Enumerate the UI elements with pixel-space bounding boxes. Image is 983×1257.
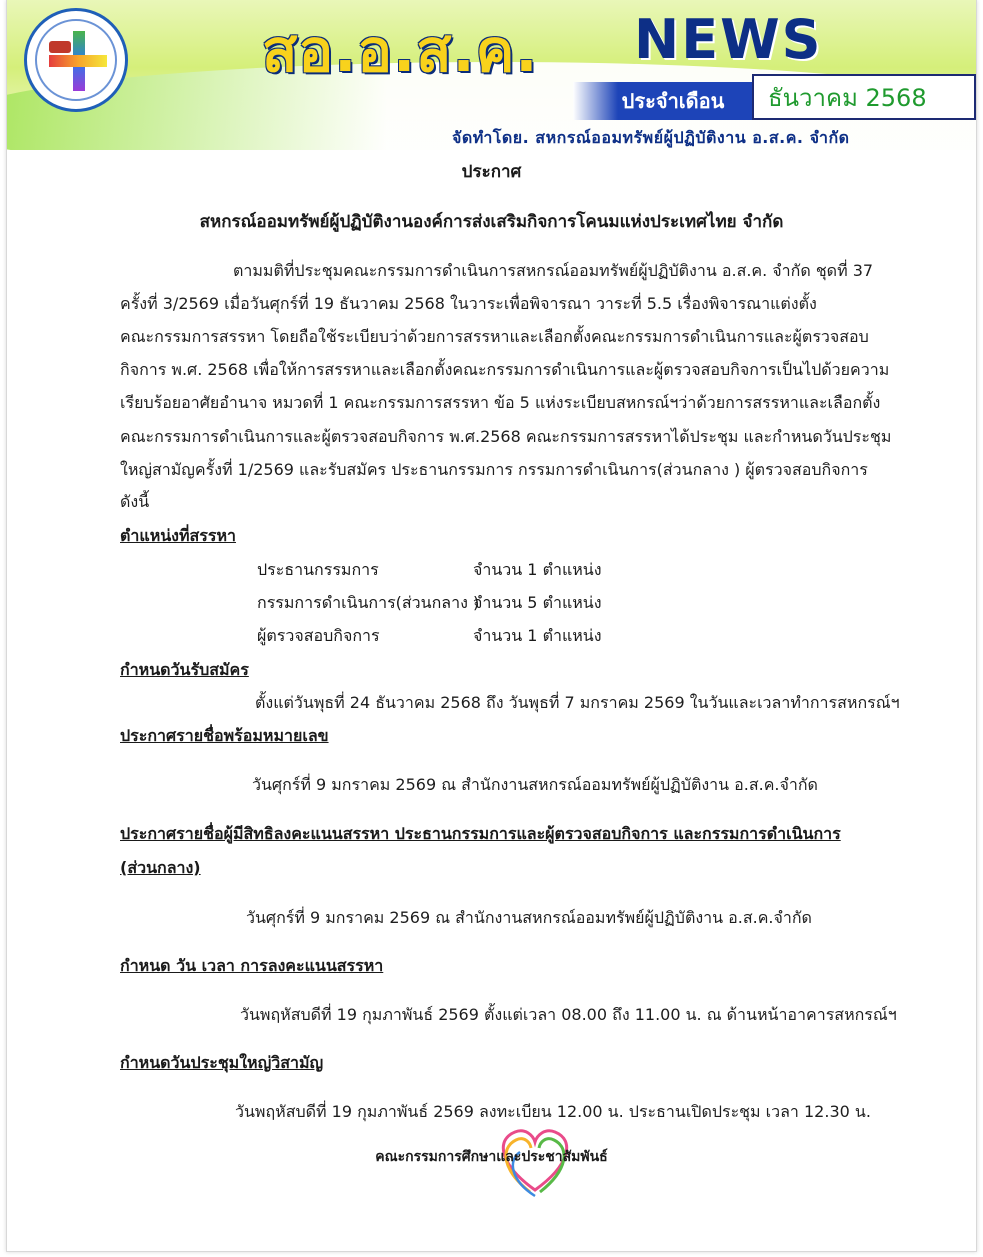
position-row [257,591,602,616]
producer-line: จัดทำโดย. สหกรณ์ออมทรัพย์ผู้ปฏิบัติงาน อ.ส.ค. จำกัด [452,128,850,147]
names-section-title: ประกาศรายชื่อพร้อมหมายเลข [120,726,329,745]
position-row [257,624,602,649]
position-count: จำนวน 5 ตำแหน่ง [473,593,602,612]
position-name: กรรมการดำเนินการ(ส่วนกลาง ) [257,593,480,612]
position-count: จำนวน 1 ตำแหน่ง [473,560,602,579]
announcement-heading: ประกาศ [461,162,522,182]
position-row [257,558,602,583]
position-name: ผู้ตรวจสอบกิจการ [257,626,380,645]
intro-line: ใหญ่สามัญครั้งที่ 1/2569 และรับสมัคร ประธานกรรมการ กรรมการดำเนินการ(ส่วนกลาง ) ผู้ตรวจสอบกิจการ [120,460,868,479]
vote-detail: วันพฤหัสบดีที่ 19 กุมภาพันธ์ 2569 ตั้งแต่เวลา 08.00 ถึง 11.00 น. ณ ด้านหน้าอาคารสหกรณ์ฯ [240,1005,897,1024]
intro-line: ดังนี้ [120,492,150,511]
voters-section-title-cont: (ส่วนกลาง) [120,858,201,877]
newsletter-title: สอ.อ.ส.ค. [262,17,539,85]
positions-section-title: ตำแหน่งที่สรรหา [120,526,237,545]
month-label: ประจำเดือน [573,82,753,120]
intro-line: ครั้งที่ 3/2569 เมื่อวันศุกร์ที่ 19 ธันวาคม 2568 ในวาระเพื่อพิจารณา วาระที่ 5.5 เรื่องพิจารณาแต่งตั้ง [120,294,817,313]
position-count: จำนวน 1 ตำแหน่ง [473,626,602,645]
organization-heading: สหกรณ์ออมทรัพย์ผู้ปฏิบัติงานองค์การส่งเสริมกิจการโคนมแห่งประเทศไทย จำกัด [199,212,784,232]
vote-section-title: กำหนด วัน เวลา การลงคะแนนสรรหา [120,956,384,975]
meeting-section-title: กำหนดวันประชุมใหญ่วิสามัญ [120,1053,324,1072]
signature-committee: คณะกรรมการศึกษาและประชาสัมพันธ์ [375,1149,608,1165]
intro-line: คณะกรรมการดำเนินการและผู้ตรวจสอบกิจการ พ.ศ.2568 คณะกรรมการสรรหาได้ประชุม และกำหนดวันประชุม [120,427,892,446]
newsletter-news-label: NEWS [634,8,823,71]
logo-cow-icon [49,41,71,53]
cooperative-logo-icon [24,8,128,112]
intro-line: กิจการ พ.ศ. 2568 เพื่อให้การสรรหาและเลือกตั้งคณะกรรมการดำเนินการและผู้ตรวจสอบกิจการเป็นไปด้วยความ [120,360,890,379]
month-value: ธันวาคม 2568 [752,74,976,120]
intro-line: เรียบร้อยอาศัยอำนาจ หมวดที่ 1 คณะกรรมการสรรหา ข้อ 5 แห่งระเบียบสหกรณ์ฯว่าด้วยการสรรหาและเลือกตั้ง [120,393,881,412]
intro-line: คณะกรรมการสรรหา โดยถือใช้ระเบียบว่าด้วยการสรรหาและเลือกตั้งคณะกรรมการดำเนินการและผู้ตรวจสอบ [120,327,869,346]
apply-section-title: กำหนดวันรับสมัคร [120,660,249,679]
logo-cross-horizontal [49,55,107,67]
position-name: ประธานกรรมการ [257,560,379,579]
intro-line: ตามมติที่ประชุมคณะกรรมการดำเนินการสหกรณ์ออมทรัพย์ผู้ปฏิบัติงาน อ.ส.ค. จำกัด ชุดที่ 37 [233,261,874,280]
names-detail: วันศุกร์ที่ 9 มกราคม 2569 ณ สำนักงานสหกรณ์ออมทรัพย์ผู้ปฏิบัติงาน อ.ส.ค.จำกัด [252,775,818,794]
apply-detail: ตั้งแต่วันพุธที่ 24 ธันวาคม 2568 ถึง วันพุธที่ 7 มกราคม 2569 ในวันและเวลาทำการสหกรณ์ฯ [255,693,900,712]
voters-detail: วันศุกร์ที่ 9 มกราคม 2569 ณ สำนักงานสหกรณ์ออมทรัพย์ผู้ปฏิบัติงาน อ.ส.ค.จำกัด [246,908,812,927]
voters-section-title: ประกาศรายชื่อผู้มีสิทธิลงคะแนนสรรหา ประธานกรรมการและผู้ตรวจสอบกิจการ และกรรมการดำเนินการ [120,824,841,843]
meeting-detail: วันพฤหัสบดีที่ 19 กุมภาพันธ์ 2569 ลงทะเบียน 12.00 น. ประธานเปิดประชุม เวลา 12.30 น. [235,1102,871,1121]
